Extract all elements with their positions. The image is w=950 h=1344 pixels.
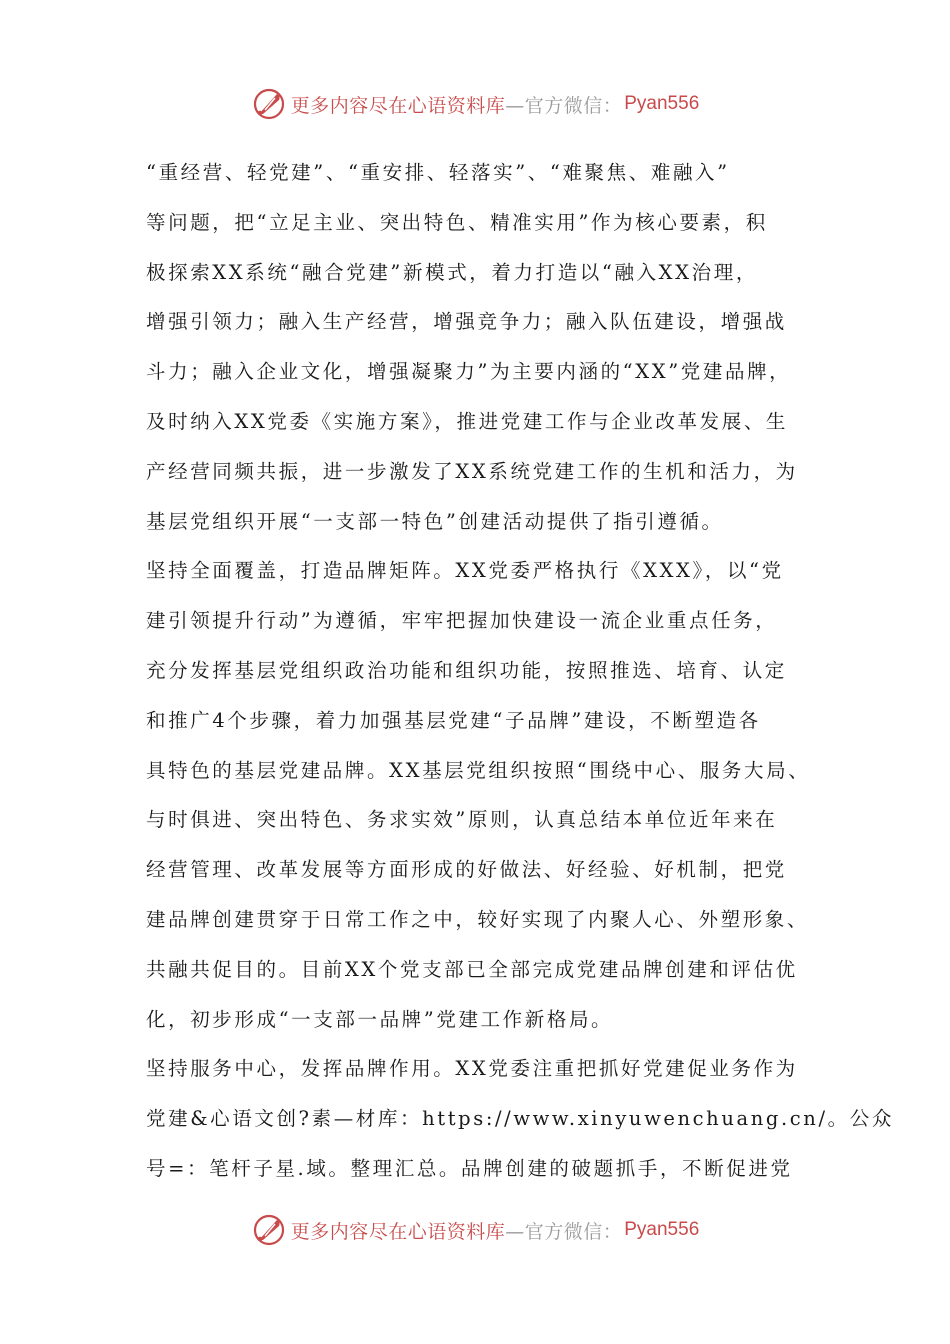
quill-logo-icon xyxy=(251,86,287,122)
body-line: 号=：笔杆子星.域。整理汇总。品牌创建的破题抓手，不断促进党 xyxy=(146,1156,793,1180)
body-line: 增强引领力；融入生产经营，增强竞争力；融入队伍建设，增强战 xyxy=(146,310,787,334)
body-line: 建品牌创建贯穿于日常工作之中，较好实现了内聚人心、外塑形象、 xyxy=(146,907,810,931)
body-line: “重经营、轻党建”、“重安排、轻落实”、“难聚焦、难融入” xyxy=(146,161,730,184)
body-line: 共融共促目的。目前XX个党支部已全部完成党建品牌创建和评估优 xyxy=(146,957,798,981)
header-watermark-banner xyxy=(0,82,950,126)
body-line: 坚持服务中心，发挥品牌作用。XX党委注重把抓好党建促业务作为 xyxy=(146,1057,798,1081)
banner-brand-text: 更多内容尽在心语资料库 xyxy=(290,94,506,117)
body-line: 经营管理、改革发展等方面形成的好做法、好经验、好机制，把党 xyxy=(146,858,787,882)
body-line: 极探索XX系统“融合党建”新模式，着力打造以“融入XX治理， xyxy=(146,260,758,284)
banner-wechat-id: Pyan556 xyxy=(624,93,700,114)
body-line: 和推广4个步骤，着力加强基层党建“子品牌”建设，不断塑造各 xyxy=(146,708,761,732)
body-line: 与时俱进、突出特色、务求实效”原则，认真总结本单位近年来在 xyxy=(146,808,778,832)
body-line: 具特色的基层党建品牌。XX基层党组织按照“围绕中心、服务大局、 xyxy=(146,758,811,782)
document-body xyxy=(146,148,894,1194)
body-line: 及时纳入XX党委《实施方案》，推进党建工作与企业改革发展、生 xyxy=(146,409,789,433)
quill-logo-icon xyxy=(251,1212,287,1248)
body-line: 等问题，把“立足主业、突出特色、精准实用”作为核心要素，积 xyxy=(146,210,768,234)
banner-brand-text: 更多内容尽在心语资料库 xyxy=(290,1220,506,1243)
body-line: 党建&心语文创?素—材库：https://www.xinyuwenchuang.cn/。公众 xyxy=(146,1107,894,1131)
banner-wechat-id: Pyan556 xyxy=(624,1219,700,1240)
body-line: 化，初步形成“一支部一品牌”党建工作新格局。 xyxy=(146,1007,614,1031)
banner-separator-text: —官方微信： xyxy=(505,94,623,117)
body-line: 基层党组织开展“一支部一特色”创建活动提供了指引遵循。 xyxy=(146,509,724,533)
body-line: 充分发挥基层党组织政治功能和组织功能，按照推选、培育、认定 xyxy=(146,658,787,682)
body-line: 产经营同频共振，进一步激发了XX系统党建工作的生机和活力，为 xyxy=(146,459,798,483)
body-line: 建引领提升行动”为遵循，牢牢把握加快建设一流企业重点任务， xyxy=(146,609,778,633)
footer-watermark-banner xyxy=(0,1208,950,1252)
banner-separator-text: —官方微信： xyxy=(505,1220,623,1243)
body-line: 斗力；融入企业文化，增强凝聚力”为主要内涵的“XX”党建品牌， xyxy=(146,360,792,384)
body-line: 坚持全面覆盖，打造品牌矩阵。XX党委严格执行《XXX》，以“党 xyxy=(146,559,784,583)
